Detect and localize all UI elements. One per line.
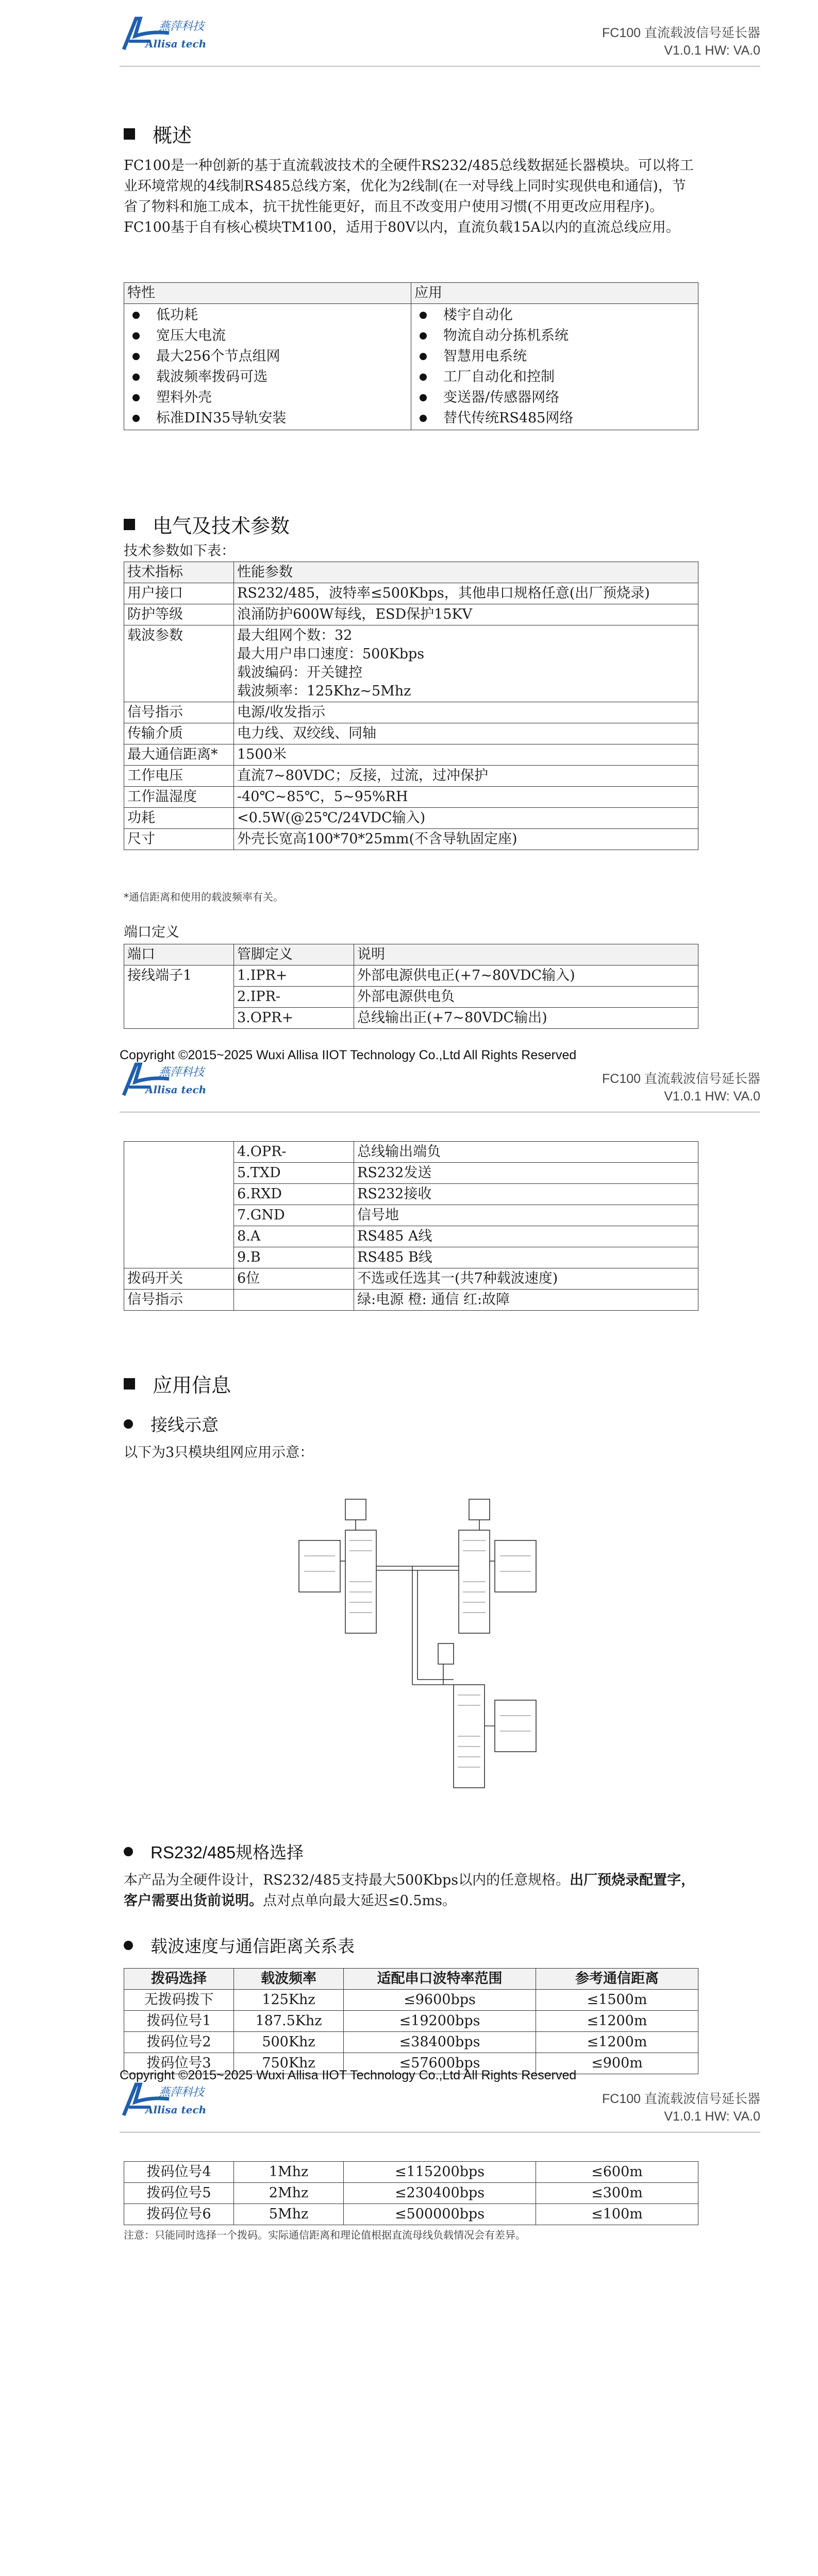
table-row: 拨码位号4 1Mhz ≤115200bps ≤600m — [124, 2162, 698, 2183]
table-row: 7.GND 信号地 — [124, 1205, 698, 1226]
wiring-diagram — [289, 1484, 557, 1793]
logo-cn-text: 燕萍科技 — [159, 20, 205, 33]
page-header — [0, 0, 818, 67]
table-row: 用户接口 RS232/485，波特率≤500Kbps，其他串口规格任意(出厂预烧录) — [124, 583, 698, 604]
device-box — [345, 1499, 366, 1520]
header-title: FC100 直流载波信号延长器 — [602, 2092, 760, 2106]
module-box — [495, 1540, 536, 1592]
table-row: 防护等级 浪涌防护600W每线，ESD保护15KV — [124, 604, 698, 625]
ports-table-part1 — [124, 944, 698, 1029]
table-row: 拨码位号6 5Mhz ≤500000bps ≤100m — [124, 2204, 698, 2225]
company-logo — [120, 1061, 233, 1098]
header-version: V1.0.1 HW: VA.0 — [664, 1089, 760, 1104]
header-version: V1.0.1 HW: VA.0 — [664, 43, 760, 58]
application-heading: 应用信息 — [124, 1369, 231, 1398]
table-row: 拨码位号2 500Khz ≤38400bps ≤1200m — [124, 2032, 698, 2053]
feature-item: 标准DIN35导轨安装 — [127, 408, 408, 429]
applications-cell — [411, 304, 698, 430]
rate-col-header: 适配串口波特率范围 — [344, 1969, 536, 1990]
table-row: 9.B RS485 B线 — [124, 1247, 698, 1268]
module-box — [495, 1700, 536, 1752]
ports-table-part2 — [124, 1141, 698, 1311]
table-row: 2.IPR- 外部电源供电负 — [124, 987, 698, 1008]
table-row: 工作温湿度 -40℃~85℃，5~95%RH — [124, 787, 698, 808]
table-row: 5.TXD RS232发送 — [124, 1163, 698, 1184]
electrical-intro: 技术参数如下表： — [124, 543, 235, 559]
application-item: 变送器/传感器网络 — [414, 387, 695, 408]
table-row: 无拨码拨下 125Khz ≤9600bps ≤1500m — [124, 1990, 698, 2011]
wiring-text: 以下为3只模块组网应用示意： — [124, 1445, 314, 1461]
feature-item: 塑料外壳 — [127, 387, 408, 408]
specs-col-header: 技术指标 — [124, 562, 234, 583]
header-title: FC100 直流载波信号延长器 — [602, 26, 760, 40]
specs-table — [124, 562, 698, 850]
feature-item: 载波频率拨码可选 — [127, 367, 408, 387]
table-row: 传输介质 电力线、双绞线、同轴 — [124, 723, 698, 744]
page-footer: Copyright ©2015~2025 Wuxi Allisa IIOT Technology Co.,Ltd All Rights Reserved — [120, 1048, 577, 1062]
wiring-heading: 接线示意 — [124, 1412, 219, 1436]
device-box — [469, 1499, 490, 1520]
table-row: 工作电压 直流7~80VDC；反接，过流，过冲保护 — [124, 766, 698, 787]
round-bullet-icon — [124, 1419, 133, 1429]
logo-cn-text: 燕萍科技 — [159, 1066, 205, 1079]
table-row: 拨码位号5 2Mhz ≤230400bps ≤300m — [124, 2183, 698, 2204]
electrical-note: *通信距离和使用的载波频率有关。 — [124, 891, 283, 903]
application-item: 智慧用电系统 — [414, 346, 695, 367]
rate-note: 注意：只能同时选择一个拨码。实际通信距离和理论值根据直流母线负载情况会有差异。 — [124, 2229, 526, 2241]
specs-col-header: 性能参数 — [234, 562, 698, 583]
table-row: 8.A RS485 A线 — [124, 1226, 698, 1247]
page-header — [0, 1046, 818, 1113]
square-bullet-icon — [124, 1378, 135, 1389]
application-item: 工厂自动化和控制 — [414, 367, 695, 387]
application-item: 楼宇自动化 — [414, 305, 695, 326]
logo-en-text: Allisa tech — [145, 1083, 207, 1096]
table-row: 拨码位号3 750Khz ≤57600bps ≤900m — [124, 2053, 698, 2074]
table-row: 最大通信距离* 1500米 — [124, 744, 698, 766]
table-row: 拨码开关 6位 不选或任选其一(共7种载波速度) — [124, 1268, 698, 1290]
application-item: 替代传统RS485网络 — [414, 408, 695, 429]
rate-col-header: 拨码选择 — [124, 1969, 234, 1990]
logo-en-text: Allisa tech — [145, 2104, 207, 2116]
company-logo — [120, 15, 233, 53]
page-footer: Copyright ©2015~2025 Wuxi Allisa IIOT Technology Co.,Ltd All Rights Reserved — [120, 2068, 577, 2082]
page-header — [0, 2066, 818, 2133]
applications-col-header: 应用 — [411, 283, 698, 304]
logo-en-text: Allisa tech — [145, 38, 207, 50]
overview-text: FC100是一种创新的基于直流载波技术的全硬件RS232/485总线数据延长器模块。可以将工业环境常规的4线制RS485总线方案，优化为2线制(在一对导线上同时实现供电和通信)，节省了物料和施工成本，抗干扰性能更好，而且不改变用户使用习惯(不用更改应用程序)。FC100基于自有核心模块TM100，适用于80V以内，直流负载15A以内的直流总线应用。 — [124, 158, 694, 235]
table-row: 信号指示 电源/收发指示 — [124, 702, 698, 723]
features-table — [124, 282, 698, 430]
features-cell — [124, 304, 411, 430]
ports-title: 端口定义 — [124, 924, 179, 940]
header-version: V1.0.1 HW: VA.0 — [664, 2109, 760, 2124]
table-row: 3.OPR+ 总线输出正(+7~80VDC输出) — [124, 1008, 698, 1029]
feature-item: 低功耗 — [127, 305, 408, 326]
feature-item: 最大256个节点组网 — [127, 346, 408, 367]
rate-table-part2 — [124, 2161, 698, 2225]
rate-table-part1 — [124, 1968, 698, 2074]
module-box — [299, 1540, 340, 1592]
rate-heading: 载波速度与通信距离关系表 — [124, 1933, 355, 1957]
ports-col-header: 说明 — [354, 944, 698, 965]
round-bullet-icon — [124, 1941, 133, 1950]
table-row: 接线端子1 1.IPR+ 外部电源供电正(+7~80VDC输入) — [124, 965, 698, 987]
electrical-heading: 电气及技术参数 — [124, 510, 290, 538]
rs-heading: RS232/485规格选择 — [124, 1839, 304, 1863]
logo-cn-text: 燕萍科技 — [159, 2086, 205, 2099]
application-item: 物流自动分拣机系统 — [414, 326, 695, 346]
table-row: 功耗 <0.5W(@25℃/24VDC输入) — [124, 808, 698, 829]
ports-col-header: 管脚定义 — [234, 944, 354, 965]
rs-text: 本产品为全硬件设计，RS232/485支持最大500Kbps以内的任意规格。出厂预烧录配置字，客户需要出货前说明。点对点单向最大延迟≤0.5ms。 — [124, 1872, 695, 1909]
table-row: 4.OPR- 总线输出端负 — [124, 1142, 698, 1163]
table-row: 拨码位号1 187.5Khz ≤19200bps ≤1200m — [124, 2011, 698, 2032]
square-bullet-icon — [124, 128, 135, 140]
table-row: 尺寸 外壳长宽高100*70*25mm(不含导轨固定座) — [124, 829, 698, 850]
rate-col-header: 参考通信距离 — [536, 1969, 698, 1990]
device-box — [438, 1643, 454, 1664]
ports-col-header: 端口 — [124, 944, 234, 965]
rate-col-header: 载波频率 — [234, 1969, 344, 1990]
overview-heading: 概述 — [124, 120, 192, 148]
table-row: 信号指示 绿:电源 橙: 通信 红:故障 — [124, 1290, 698, 1311]
table-row: 载波参数 最大组网个数：32 最大用户串口速度：500Kbps 载波编码：开关键控 载波频率：125Khz~5Mhz — [124, 625, 698, 702]
round-bullet-icon — [124, 1847, 133, 1856]
header-title: FC100 直流载波信号延长器 — [602, 1072, 760, 1086]
company-logo — [120, 2081, 233, 2119]
features-col-header: 特性 — [124, 283, 411, 304]
feature-item: 宽压大电流 — [127, 326, 408, 346]
square-bullet-icon — [124, 519, 135, 530]
table-row: 6.RXD RS232接收 — [124, 1184, 698, 1205]
